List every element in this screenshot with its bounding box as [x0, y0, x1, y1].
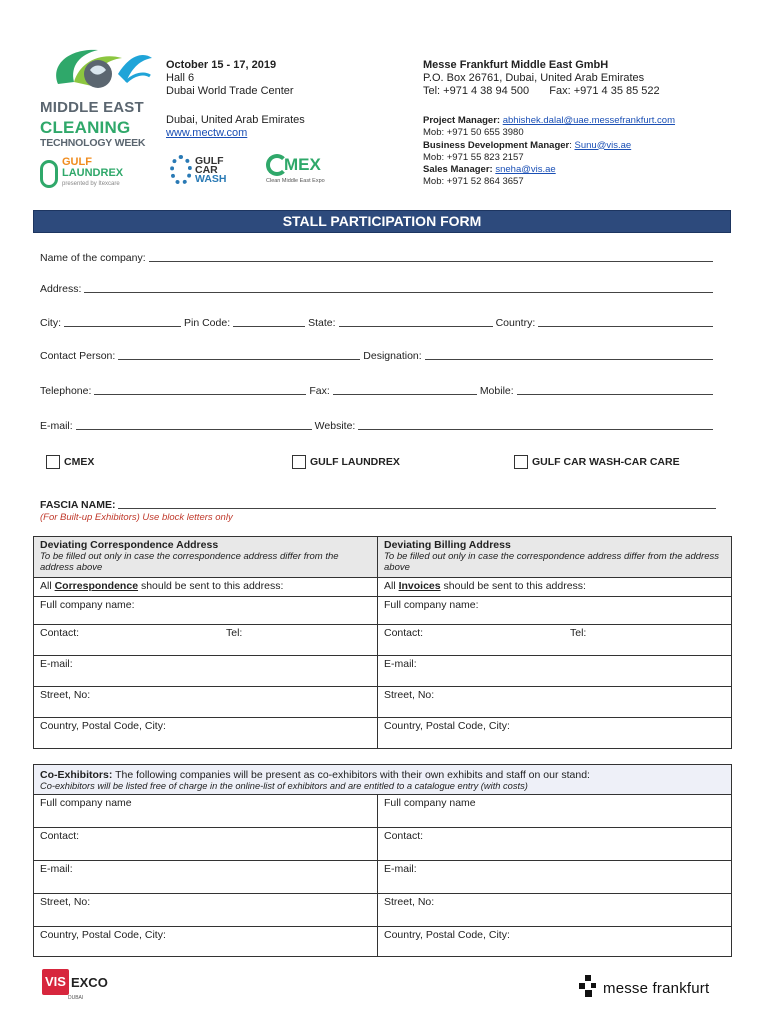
laundrex-option-label: GULF LAUNDREX — [310, 456, 400, 468]
deviating-address-table — [33, 536, 732, 749]
event-website-link[interactable]: www.mectw.com — [166, 127, 248, 139]
corr-tel-label: Tel: — [226, 627, 243, 639]
form-title: STALL PARTICIPATION FORM — [33, 210, 731, 233]
sm-label: Sales Manager: — [423, 164, 493, 176]
pm-row — [423, 115, 675, 127]
co1-country-label: Country, Postal Code, City: — [40, 929, 166, 941]
bill-contact-cell[interactable] — [378, 625, 732, 656]
co2-full-name-cell[interactable] — [378, 795, 732, 828]
city-field[interactable] — [64, 317, 181, 327]
bdm-mob: Mob: +971 55 823 2157 — [423, 151, 524, 163]
country-field[interactable] — [538, 317, 713, 327]
event-venue: Dubai World Trade Center — [166, 85, 294, 97]
mf-dots-icon — [579, 975, 599, 997]
mf-text: messe frankfurt — [603, 980, 710, 997]
co-exhibitors-table — [33, 764, 732, 957]
gl-line-2: LAUNDREX — [62, 167, 124, 179]
co2-email-cell[interactable] — [378, 861, 732, 894]
co1-contact-cell[interactable] — [34, 828, 378, 861]
pin-field[interactable] — [233, 317, 305, 327]
city-row — [40, 317, 716, 329]
note-pre: All — [384, 580, 399, 592]
correspondence-sub: To be filled out only in case the correspondence address differ from the address above — [40, 551, 339, 573]
note-pre: All — [40, 580, 55, 592]
website-label: Website: — [314, 420, 356, 432]
bill-email-cell[interactable] — [378, 656, 732, 687]
co1-full-name-label: Full company name — [40, 797, 132, 809]
co1-email-label: E-mail: — [40, 863, 73, 875]
billing-title: Deviating Billing Address — [384, 539, 511, 551]
cmex-option[interactable] — [46, 455, 94, 469]
fax-field[interactable] — [333, 385, 477, 395]
corr-country-label: Country, Postal Code, City: — [40, 720, 166, 732]
country-label: Country: — [495, 317, 536, 329]
corr-contact-label: Contact: — [40, 627, 80, 639]
organizer-info — [423, 59, 660, 98]
address-row — [40, 283, 716, 295]
contact-row — [40, 350, 716, 362]
corr-street-cell[interactable] — [34, 687, 378, 718]
corr-email-label: E-mail: — [40, 658, 73, 670]
website-field[interactable] — [358, 420, 713, 430]
corr-street-label: Street, No: — [40, 689, 91, 701]
carwash-option[interactable] — [514, 455, 680, 469]
co-exhibitors-header — [34, 765, 732, 795]
bill-tel-label: Tel: — [570, 627, 587, 639]
gulf-laundrex-logo — [40, 157, 158, 190]
pm-email-link[interactable]: abhishek.dalal@uae.messefrankfurt.com — [502, 115, 676, 126]
co2-street-cell[interactable] — [378, 894, 732, 927]
corr-full-name-cell[interactable] — [34, 597, 378, 625]
fascia-note: (For Built-up Exhibitors) Use block letters only — [40, 512, 233, 523]
cw-line-2: CAR — [195, 163, 218, 176]
co2-email-label: E-mail: — [384, 863, 417, 875]
bdm-email-link[interactable]: Sunu@vis.ae — [574, 139, 632, 151]
note-post: should be sent to this address: — [138, 580, 284, 592]
co1-full-name-cell[interactable] — [34, 795, 378, 828]
co1-email-cell[interactable] — [34, 861, 378, 894]
corr-email-cell[interactable] — [34, 656, 378, 687]
co-exhibitors-title-bold: Co-Exhibitors: — [40, 769, 113, 781]
brand-line-2: CLEANING — [40, 118, 131, 137]
cmex-logo — [266, 154, 325, 184]
designation-field[interactable] — [425, 350, 713, 360]
co-exhibitors-title — [40, 769, 725, 781]
gear-icon — [170, 155, 192, 185]
billing-header — [378, 537, 732, 578]
corr-contact-cell[interactable] — [34, 625, 378, 656]
bdm-row: Business Development Manager: Sunu@vis.ae — [423, 139, 632, 151]
billing-note — [378, 578, 732, 597]
contact-person-field[interactable] — [118, 350, 360, 360]
email-row — [40, 420, 716, 432]
co2-street-label: Street, No: — [384, 896, 435, 908]
laundrex-checkbox[interactable] — [292, 455, 306, 469]
note-correspondence: Correspondence — [54, 580, 139, 592]
bdm-label: Business Development Manager — [423, 139, 570, 151]
bill-email-label: E-mail: — [384, 658, 417, 670]
co2-country-label: Country, Postal Code, City: — [384, 929, 510, 941]
bill-street-cell[interactable] — [378, 687, 732, 718]
correspondence-header — [34, 537, 378, 578]
organizer-fax: Fax: +971 4 35 85 522 — [549, 85, 660, 97]
cw-line-1: GULF — [195, 154, 224, 167]
co2-full-name-label: Full company name — [384, 797, 476, 809]
visexco-logo — [42, 969, 108, 1001]
cmex-option-label: CMEX — [64, 456, 95, 468]
co-exhibitors-title-rest: The following companies will be present as co-exhibitors with their own exhibits and staff on our stand: — [112, 769, 590, 781]
pm-mob: Mob: +971 50 655 3980 — [423, 127, 524, 139]
company-field[interactable] — [149, 252, 713, 262]
corr-country-cell[interactable] — [34, 718, 378, 749]
bill-full-name-cell[interactable] — [378, 597, 732, 625]
email-label: E-mail: — [40, 420, 73, 432]
co1-street-cell[interactable] — [34, 894, 378, 927]
mobile-field[interactable] — [517, 385, 713, 395]
exco-text: EXCO — [70, 974, 108, 990]
telephone-label: Telephone: — [40, 385, 92, 397]
correspondence-note — [34, 578, 378, 597]
designation-label: Designation: — [363, 350, 422, 362]
telephone-field[interactable] — [94, 385, 306, 395]
cw-line-3: WASH — [195, 172, 227, 185]
event-hall: Hall 6 — [166, 72, 195, 84]
bill-country-cell[interactable] — [378, 718, 732, 749]
company-label: Name of the company: — [40, 252, 146, 264]
bill-street-label: Street, No: — [384, 689, 435, 701]
address-field[interactable] — [84, 283, 713, 293]
state-field[interactable] — [339, 317, 493, 327]
fascia-field[interactable] — [118, 499, 716, 509]
sm-row — [423, 164, 675, 176]
company-row — [40, 252, 716, 264]
vis-mark: VIS — [42, 969, 69, 995]
city-label: City: — [40, 317, 61, 329]
cmex-checkbox[interactable] — [46, 455, 60, 469]
organizer-tel: Tel: +971 4 38 94 500 — [423, 85, 530, 97]
sm-email-link[interactable]: sneha@vis.ae — [495, 164, 556, 176]
event-info — [166, 59, 294, 98]
carwash-option-label: GULF CAR WASH-CAR CARE — [532, 456, 680, 468]
co2-country-cell[interactable] — [378, 927, 732, 957]
co2-contact-cell[interactable] — [378, 828, 732, 861]
brand-line-1: MIDDLE EAST — [40, 99, 144, 116]
co-exhibitors-sub: Co-exhibitors will be listed free of charge in the online-list of exhibitors and are entitled to a catalogue entry (with costs) — [40, 781, 528, 791]
contact-person-label: Contact Person: — [40, 350, 116, 362]
event-location — [166, 114, 305, 140]
fax-label: Fax: — [309, 385, 330, 397]
fascia-row — [40, 499, 716, 511]
bill-contact-label: Contact: — [384, 627, 424, 639]
pm-label: Project Manager: — [423, 115, 501, 126]
email-field[interactable] — [76, 420, 312, 430]
co1-country-cell[interactable] — [34, 927, 378, 957]
co2-contact-label: Contact: — [384, 830, 424, 842]
address-label: Address: — [40, 283, 82, 295]
cmex-text: MEX — [284, 155, 321, 174]
phone-row — [40, 385, 716, 397]
correspondence-title: Deviating Correspondence Address — [40, 539, 219, 551]
vis-sub: DUBAI — [68, 995, 84, 1001]
organizer-name: Messe Frankfurt Middle East GmbH — [423, 59, 609, 71]
bill-full-name-label: Full company name: — [384, 599, 479, 611]
event-dates: October 15 - 17, 2019 — [166, 59, 277, 71]
gl-presented: presented by Itexcare — [62, 181, 120, 187]
sm-mob: Mob: +971 52 864 3657 — [423, 176, 524, 188]
mectw-logo — [40, 44, 158, 190]
billing-sub: To be filled out only in case the correspondence address differ from the address above — [384, 551, 719, 573]
corr-full-name-label: Full company name: — [40, 599, 135, 611]
brand-line-3: TECHNOLOGY WEEK — [40, 137, 146, 149]
note-post: should be sent to this address: — [440, 580, 586, 592]
fascia-label: FASCIA NAME: — [40, 499, 116, 511]
event-city: Dubai, United Arab Emirates — [166, 114, 305, 126]
organizer-phone-row — [423, 85, 660, 98]
bill-country-label: Country, Postal Code, City: — [384, 720, 510, 732]
note-invoices: Invoices — [398, 580, 441, 592]
mobile-label: Mobile: — [479, 385, 514, 397]
contact-list — [423, 115, 675, 189]
globe-swirl-icon — [40, 44, 158, 96]
gulf-car-wash-logo — [170, 155, 227, 185]
state-label: State: — [308, 317, 336, 329]
laundrex-badge-icon — [40, 160, 58, 188]
messe-frankfurt-logo — [579, 975, 709, 997]
co1-street-label: Street, No: — [40, 896, 91, 908]
gl-line-1: GULF — [62, 156, 92, 168]
carwash-checkbox[interactable] — [514, 455, 528, 469]
organizer-address: P.O. Box 26761, Dubai, United Arab Emirates — [423, 72, 645, 84]
co1-contact-label: Contact: — [40, 830, 80, 842]
cmex-sub: Clean Middle East Expo — [266, 178, 325, 184]
laundrex-option[interactable] — [292, 455, 400, 469]
pin-label: Pin Code: — [184, 317, 231, 329]
